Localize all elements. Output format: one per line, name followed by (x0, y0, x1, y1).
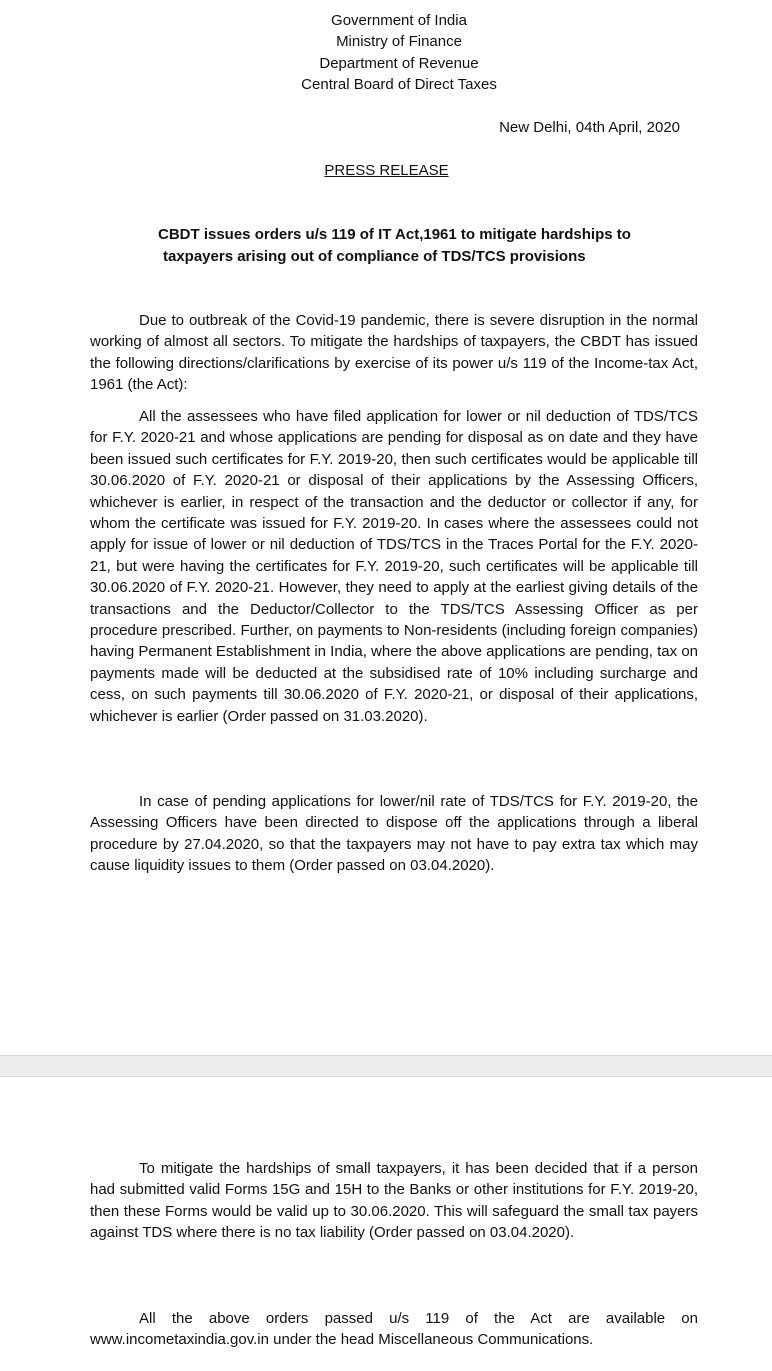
subject-line-2: taxpayers arising out of compliance of TDS/TCS provisions (163, 247, 586, 265)
dateline: New Delhi, 04th April, 2020 (499, 119, 680, 136)
paragraph-pending-applications: In case of pending applications for lower/nil rate of TDS/TCS for F.Y. 2019-20, the Assessing Officers have been directed to dispose off the applications through a liberal procedure by 27.04.2020, so that the taxpayers may not have to pay extra tax which may cause liquidity issues to them (Order passed on 03.04.2020). (90, 793, 698, 875)
page-separator (0, 1055, 772, 1077)
press-release-heading (0, 160, 772, 181)
paragraph-intro: Due to outbreak of the Covid-19 pandemic, there is severe disruption in the normal working of almost all sectors. To mitigate the hardships of taxpayers, the CBDT has issued the following directions/clarifications by exercise of its power u/s 119 of the Income-tax Act, 1961 (the Act): (90, 312, 698, 394)
subject-heading (158, 224, 688, 267)
paragraph-availability: All the above orders passed u/s 119 of the Act are available on www.incometaxindia.gov.in under the head Miscellaneous Communications. (90, 1310, 698, 1349)
letterhead-line-ministry: Ministry of Finance (336, 33, 462, 51)
paragraph-forms-15g-15h: To mitigate the hardships of small taxpayers, it has been decided that if a person had submitted valid Forms 15G and 15H to the Banks or other institutions for F.Y. 2019-20, then these Forms would be valid up to 30.06.2020. This will safeguard the small tax payers against TDS where there is no tax liability (Order passed on 03.04.2020). (90, 1160, 698, 1242)
letterhead (0, 10, 772, 95)
letterhead-line-government: Government of India (331, 12, 467, 29)
press-release-label: PRESS RELEASE (324, 162, 449, 179)
subject-line-1: CBDT issues orders u/s 119 of IT Act,1961 to mitigate hardships to (158, 226, 631, 243)
letterhead-line-board: Central Board of Direct Taxes (301, 75, 497, 93)
paragraph-certificates: All the assessees who have filed application for lower or nil deduction of TDS/TCS for F.Y. 2020-21 and whose applications are pending for disposal as on date and they have been issued such certificates for F.Y. 2019-20, then such certificates would be applicable till 30.06.2020 of F.Y. 2020-21 or disposal of their applications by the Assessing Officers, whichever is earlier, in respect of the transaction and the deductor or collector if any, for whom the certificate was issued for F.Y. 2019-20. In cases where the assessees could not apply for issue of lower or nil deduction of TDS/TCS in the Traces Portal for the F.Y. 2020-21, but were having the certificates for F.Y. 2019-20, such certificates will be applicable till 30.06.2020 of F.Y. 2020-21. However, they need to apply at the earliest giving details of the transactions and the Deductor/Collector to the TDS/TCS Assessing Officer as per procedure prescribed. Further, on payments to Non-residents (including foreign companies) having Permanent Establishment in India, where the above applications are pending, tax on payments made will be deducted at the subsidised rate of 10% including surcharge and cess, on such payments till 30.06.2020 of F.Y. 2020-21, or disposal of their applications, whichever is earlier (Order passed on 31.03.2020). (90, 408, 698, 725)
letterhead-line-department: Department of Revenue (319, 54, 479, 72)
